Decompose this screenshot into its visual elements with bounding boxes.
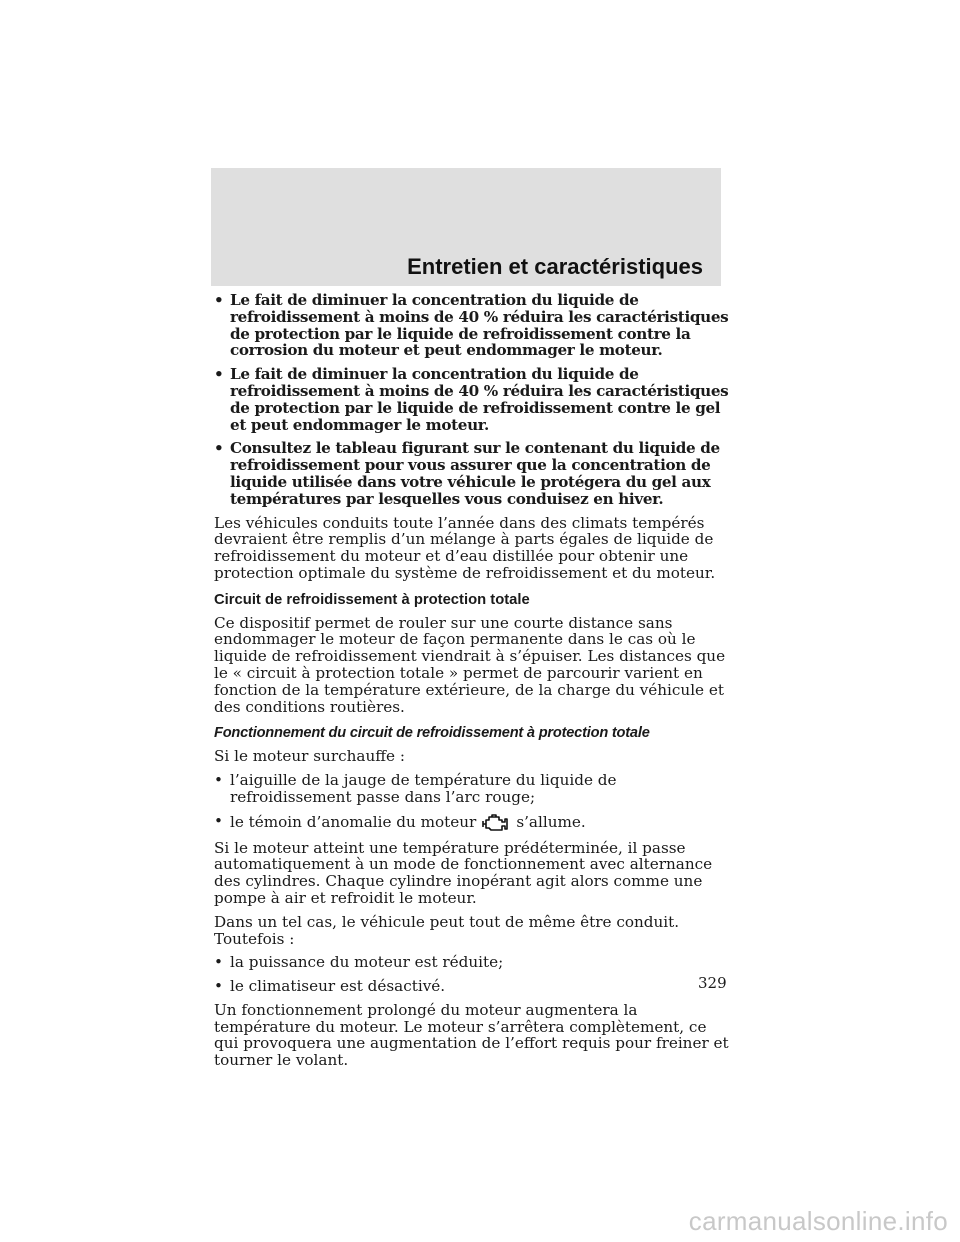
paragraph-device: Ce dispositif permet de rouler sur une courte distance sans endommager le moteur de façon permanente dans le cas où le liquide de refroidissement viendrait à s’épuiser. Les distances que le « circuit à protection totale » permet de parcourir varient en fonction de la température extérieure, de la charge du véhicule et des conditions routières. [214, 613, 726, 716]
section-heading: Circuit de refroidissement à protection totale [214, 591, 530, 608]
section-title-header: Entretien et caractéristiques [407, 254, 703, 279]
bold-bullet-item [214, 292, 734, 359]
bullet-item [214, 978, 734, 995]
bullet-text: l’aiguille de la jauge de température du liquide de refroidissement passe dans l’arc rouge; [230, 770, 617, 806]
paragraph-prolonged: Un fonctionnement prolongé du moteur augmentera la température du moteur. Le moteur s’arrêtera complètement, ce qui provoquera une augmentation de l’effort requis pour freiner et tourner le volant. [214, 1000, 729, 1070]
bullet-text: Le fait de diminuer la concentration du liquide de refroidissement à moins de 40 % réduira les caractéristiques de protection par le liquide de refroidissement contre la corrosion du moteur et peut endommager le moteur. [230, 291, 729, 360]
bold-bullet-item [214, 366, 734, 433]
bold-bullet-item [214, 440, 734, 507]
bullet-text: Le fait de diminuer la concentration du liquide de refroidissement à moins de 40 % réduira les caractéristiques de protection par le liquide de refroidissement contre le gel et peut endommager le moteur. [230, 365, 729, 434]
subsection-heading: Fonctionnement du circuit de refroidissement à protection totale [214, 725, 650, 742]
paragraph-drive: Dans un tel cas, le véhicule peut tout de même être conduit. Toutefois : [214, 912, 680, 948]
bullet-item [214, 813, 734, 833]
bullet-text: le climatiseur est désactivé. [230, 977, 446, 996]
bullet-dot: • [214, 977, 223, 996]
paragraph-mode: Si le moteur atteint une température prédéterminée, il passe automatiquement à un mode de fonctionnement avec alternance des cylindres. Chaque cylindre inopérant agit alors comme une pompe à air et refroidit le moteur. [214, 838, 713, 907]
section-header [211, 168, 721, 286]
bullet-dot: • [214, 770, 223, 789]
bullet-text: le témoin d’anomalie du moteur [230, 812, 477, 831]
bullet-dot: • [214, 811, 223, 830]
bullet-dot: • [214, 365, 224, 384]
bullet-item [214, 772, 734, 806]
paragraph-overheat-intro: Si le moteur surchauffe : [214, 747, 405, 766]
watermark: carmanualsonline.info [688, 1206, 948, 1236]
bullet-text-suffix: s’allume. [516, 812, 586, 831]
page-number: 329 [698, 974, 727, 992]
bullet-text: la puissance du moteur est réduite; [230, 953, 504, 972]
check-engine-icon [480, 813, 510, 833]
paragraph-climate: Les véhicules conduits toute l’année dans des climats tempérés devraient être remplis d’un mélange à parts égales de liquide de refroidissement du moteur et d’eau distillée pour obtenir une protection optimale du système de refroidissement et du moteur. [214, 513, 716, 582]
bullet-dot: • [214, 291, 224, 309]
bullet-text: Consultez le tableau figurant sur le contenant du liquide de refroidissement pour vous assurer que la concentration de liquide utilisée dans votre véhicule le protégera du gel aux températures par lesquelles vous conduisez en hiver. [230, 439, 720, 508]
bullet-dot: • [214, 953, 223, 972]
bullet-dot: • [214, 439, 224, 458]
bullet-item [214, 954, 734, 971]
page-content [214, 292, 734, 1076]
